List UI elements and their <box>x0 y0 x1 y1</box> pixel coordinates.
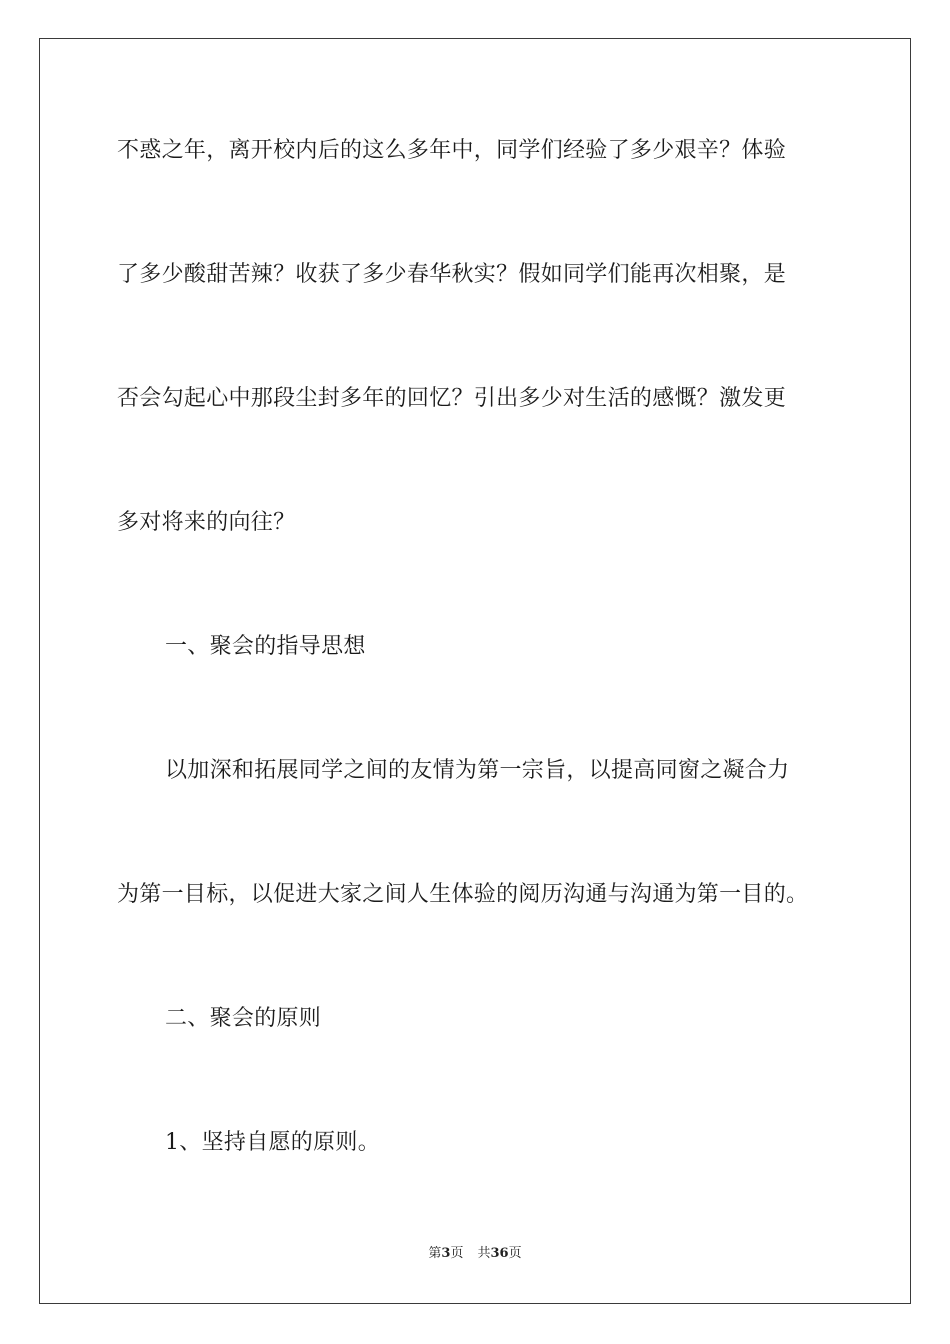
footer-total-suffix: 页 <box>508 1246 522 1261</box>
list-item: 1、坚持自愿的原则。 <box>165 1130 380 1155</box>
footer-page-prefix: 第 <box>428 1246 442 1261</box>
body-text-line: 不惑之年，离开校内后的这么多年中，同学们经验了多少艰辛？体验 <box>117 138 787 163</box>
page-border <box>39 38 911 1304</box>
body-text-line: 为第一目标，以促进大家之间人生体验的阅历沟通与沟通为第一目的。 <box>117 882 809 907</box>
body-text-line: 多对将来的向往？ <box>117 510 296 535</box>
page-footer <box>0 1245 950 1263</box>
footer-page-suffix: 页 <box>450 1246 464 1261</box>
body-text-line: 以加深和拓展同学之间的友情为第一宗旨，以提高同窗之凝合力 <box>165 758 790 783</box>
body-text-line: 否会勾起心中那段尘封多年的回忆？引出多少对生活的感慨？激发更 <box>117 386 787 411</box>
section-heading: 一、聚会的指导思想 <box>165 634 366 659</box>
body-text-line: 了多少酸甜苦辣？收获了多少春华秋实？假如同学们能再次相聚，是 <box>117 262 787 287</box>
footer-total-prefix: 共 <box>477 1246 491 1261</box>
total-page-number: 36 <box>490 1246 509 1261</box>
section-heading: 二、聚会的原则 <box>165 1006 322 1031</box>
current-page-number: 3 <box>441 1246 451 1261</box>
